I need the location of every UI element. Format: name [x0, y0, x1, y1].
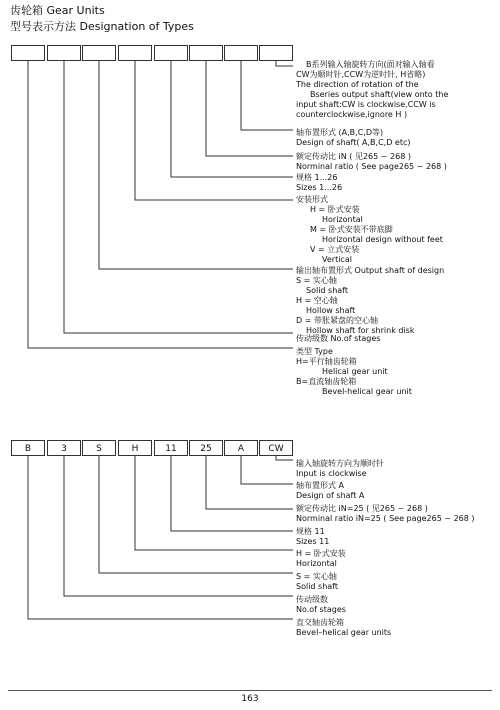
label-output-shaft: 输出轴布置形式 Output shaft of design S = 实心轴 Solid shaft H = 空心轴 Hollow shaft D = 带胀紧盘的空心轴 Hollow shaft for shrink disk: [296, 266, 445, 335]
label-type: 类型 Type H=平行轴齿轮箱 Helical gear unit B=直流轴齿轮箱 Bevel-helical gear unit: [296, 347, 412, 396]
label-nominal-ratio: 额定传动比 iN ( 见265 ~ 268 ) Norminal ratio ( See page265 ~ 268 ): [296, 152, 447, 171]
example-box-stages: 3: [47, 440, 81, 456]
connector-1-4: [171, 61, 293, 177]
label-shaft-design: 轴布置形式 (A,B,C,D等) Design of shaft( A,B,C,D etc): [296, 128, 411, 147]
example-box-shaft-design: A: [224, 440, 258, 456]
example-label-stages: 传动级数 No.of stages: [296, 595, 346, 614]
example-box-output-shaft: S: [82, 440, 116, 456]
example-label-output-shaft: S = 实心轴 Solid shaft: [296, 572, 338, 591]
designation-box-6: [189, 45, 223, 61]
connector-1-1: [276, 61, 293, 66]
example-box-type: B: [11, 440, 45, 456]
example-box-mounting: H: [118, 440, 152, 456]
designation-box-5: [154, 45, 188, 61]
footer-divider: [8, 690, 492, 691]
page-number: 163: [241, 694, 259, 704]
connector-2-2: [241, 455, 293, 484]
page-title: 齿轮箱 Gear Units: [10, 4, 105, 17]
designation-box-2: [47, 45, 81, 61]
connector-1-7: [64, 61, 293, 333]
example-box-rotation: CW: [259, 440, 293, 456]
example-label-rotation: 输入轴旋转方向为顺时针 Input is clockwise: [296, 459, 384, 478]
connector-2-4: [171, 455, 293, 531]
designation-box-8: [259, 45, 293, 61]
example-label-mounting: H = 卧式安装 Horizontal: [296, 549, 346, 568]
example-box-size: 11: [154, 440, 188, 456]
designation-box-1: [11, 45, 45, 61]
designation-box-4: [118, 45, 152, 61]
connector-2-5: [135, 455, 293, 550]
label-sizes: 规格 1...26 Sizes 1...26: [296, 173, 343, 192]
label-stages: 传动级数 No.of stages: [296, 334, 381, 343]
designation-box-7: [224, 45, 258, 61]
connector-2-6: [99, 455, 293, 573]
connector-1-6: [99, 61, 293, 269]
example-label-size: 规格 11 Sizes 11: [296, 527, 330, 546]
example-label-shaft-design: 轴布置形式 A Design of shaft A: [296, 481, 365, 500]
page-subtitle: 型号表示方法 Designation of Types: [10, 20, 194, 33]
connector-1-2: [241, 61, 293, 130]
example-label-ratio: 额定传动比 iN=25 ( 见265 ~ 268 ) Norminal ratio iN=25 ( See page265 ~ 268 ): [296, 504, 475, 523]
label-mounting: 安装形式 H = 卧式安装 Horizontal M = 卧式安装不带底脚 Horizontal design without feet V = 立式安装 Vertical: [296, 195, 443, 264]
connector-2-7: [64, 455, 293, 596]
connector-1-8: [28, 61, 293, 348]
designation-box-3: [82, 45, 116, 61]
example-box-ratio: 25: [189, 440, 223, 456]
example-label-type: 直交轴齿轮箱 Bevel–helical gear units: [296, 618, 392, 637]
connector-2-3: [206, 455, 293, 509]
connector-1-3: [206, 61, 293, 156]
label-rotation-direction: B系列输入轴旋转方向(面对输入轴看 CW为顺时针,CCW为逆时针, H省略) The direction of rotation of the Bseries output shaft(view onto the input shaft:CW is clockwise,CCW is counterclockwise,ignore H ): [296, 60, 449, 119]
connector-2-8: [28, 455, 293, 619]
